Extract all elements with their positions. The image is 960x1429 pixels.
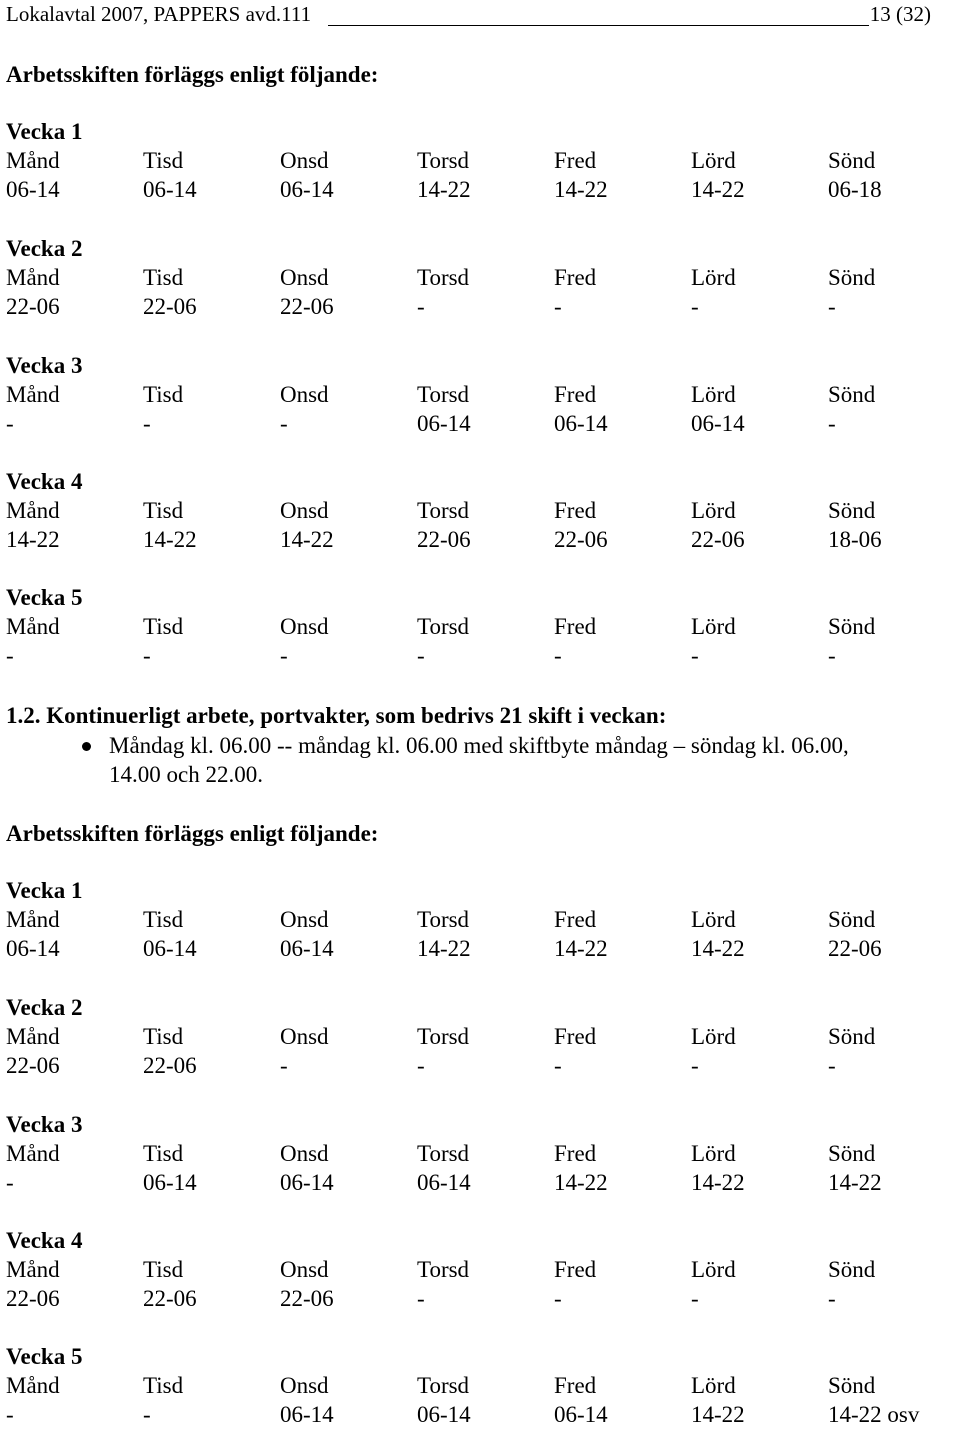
day-label: Fred: [554, 1024, 597, 1049]
shift-row: [6, 934, 954, 963]
week-title: Vecka 3: [6, 1112, 83, 1137]
day-label: Fred: [554, 265, 597, 290]
week-title: Vecka 1: [6, 878, 83, 903]
day-label: Fred: [554, 1257, 597, 1282]
shift-cell: 14-22: [691, 177, 745, 202]
week-title: Vecka 3: [6, 353, 83, 378]
shift-row: [6, 1400, 954, 1429]
shift-cell: 06-14: [554, 1402, 608, 1427]
shift-cell: -: [417, 1053, 425, 1078]
day-label: Tisd: [143, 907, 184, 932]
shift-cell: 22-06: [691, 527, 745, 552]
day-header-row: [6, 1022, 954, 1051]
bullet-icon: [82, 742, 91, 751]
day-label: Månd: [6, 148, 60, 173]
day-label: Sönd: [828, 614, 876, 639]
shift-cell: 14-22: [554, 1170, 608, 1195]
week-title: Vecka 1: [6, 119, 83, 144]
shift-cell: 22-06: [280, 294, 334, 319]
shift-cell: 14-22: [691, 936, 745, 961]
day-label: Månd: [6, 1141, 60, 1166]
day-label: Sönd: [828, 382, 876, 407]
day-header-row: [6, 146, 954, 175]
shift-cell: -: [143, 1402, 151, 1427]
shift-cell: -: [554, 643, 562, 668]
shift-cell: 06-14: [6, 177, 60, 202]
day-label: Tisd: [143, 382, 184, 407]
day-label: Tisd: [143, 498, 184, 523]
shift-cell: 06-14: [417, 411, 471, 436]
shift-cell: -: [554, 1053, 562, 1078]
shift-cell: 14-22: [417, 177, 471, 202]
shift-cell: -: [143, 411, 151, 436]
shift-cell: -: [691, 1053, 699, 1078]
day-label: Torsd: [417, 907, 470, 932]
shift-cell: -: [691, 294, 699, 319]
week-title: Vecka 5: [6, 1344, 83, 1369]
shift-cell: -: [691, 643, 699, 668]
shift-cell: 06-14: [554, 411, 608, 436]
shift-cell: -: [828, 643, 836, 668]
day-label: Sönd: [828, 1257, 876, 1282]
day-label: Fred: [554, 1141, 597, 1166]
day-header-row: [6, 263, 954, 292]
shift-cell: 22-06: [417, 527, 471, 552]
day-label: Lörd: [691, 1257, 736, 1282]
day-label: Fred: [554, 148, 597, 173]
day-label: Månd: [6, 907, 60, 932]
day-label: Lörd: [691, 265, 736, 290]
day-label: Onsd: [280, 265, 329, 290]
shift-row: [6, 641, 954, 670]
day-label: Lörd: [691, 148, 736, 173]
header-rule: [328, 25, 869, 26]
shift-row: [6, 1168, 954, 1197]
shift-cell: -: [828, 411, 836, 436]
day-label: Onsd: [280, 614, 329, 639]
shift-cell: -: [6, 1170, 14, 1195]
shift-cell: 22-06: [143, 1053, 197, 1078]
shift-cell: -: [554, 1286, 562, 1311]
day-header-row: [6, 1371, 954, 1400]
day-label: Onsd: [280, 1141, 329, 1166]
shift-cell: 06-14: [417, 1402, 471, 1427]
day-label: Lörd: [691, 1024, 736, 1049]
shift-cell: 06-14: [280, 936, 334, 961]
schedule-heading-2: Arbetsskiften förläggs enligt följande:: [6, 821, 379, 846]
shift-row: [6, 1284, 954, 1313]
shift-cell: 22-06: [828, 936, 882, 961]
day-label: Sönd: [828, 265, 876, 290]
week-title: Vecka 5: [6, 585, 83, 610]
shift-cell: 14-22: [691, 1170, 745, 1195]
shift-cell: 14-22: [417, 936, 471, 961]
shift-row: [6, 175, 954, 204]
shift-row: [6, 1051, 954, 1080]
shift-cell: 06-14: [280, 177, 334, 202]
day-label: Tisd: [143, 1024, 184, 1049]
day-header-row: [6, 1255, 954, 1284]
day-label: Lörd: [691, 1141, 736, 1166]
shift-cell: -: [828, 294, 836, 319]
page-header: [6, 1, 931, 31]
day-label: Fred: [554, 614, 597, 639]
day-label: Fred: [554, 907, 597, 932]
bullet-list: [6, 731, 954, 789]
shift-cell: -: [143, 643, 151, 668]
day-label: Onsd: [280, 1257, 329, 1282]
shift-row: [6, 525, 954, 554]
shift-cell: 06-14: [6, 936, 60, 961]
day-label: Torsd: [417, 265, 470, 290]
day-label: Månd: [6, 265, 60, 290]
day-label: Sönd: [828, 1141, 876, 1166]
shift-cell: -: [6, 1402, 14, 1427]
shift-cell: -: [6, 411, 14, 436]
week-block: [6, 876, 954, 963]
day-label: Onsd: [280, 1024, 329, 1049]
day-label: Onsd: [280, 1373, 329, 1398]
shift-cell: 14-22: [554, 177, 608, 202]
shift-cell: 14-22: [828, 1170, 882, 1195]
header-title: Lokalavtal 2007, PAPPERS avd.111: [6, 2, 312, 26]
shift-cell: 22-06: [280, 1286, 334, 1311]
shift-cell: 06-14: [143, 177, 197, 202]
shift-cell: -: [280, 643, 288, 668]
shift-row: [6, 292, 954, 321]
section-title: 1.2. Kontinuerligt arbete, portvakter, som bedrivs 21 skift i veckan:: [6, 703, 667, 728]
day-label: Onsd: [280, 498, 329, 523]
day-label: Tisd: [143, 148, 184, 173]
day-label: Sönd: [828, 148, 876, 173]
day-label: Lörd: [691, 1373, 736, 1398]
shift-cell: 14-22: [554, 936, 608, 961]
week-block: [6, 1110, 954, 1197]
day-label: Lörd: [691, 382, 736, 407]
day-label: Månd: [6, 1024, 60, 1049]
shift-cell: -: [6, 643, 14, 668]
shift-cell: 06-14: [143, 1170, 197, 1195]
week-block: [6, 351, 954, 438]
week-title: Vecka 4: [6, 1228, 83, 1253]
day-label: Månd: [6, 382, 60, 407]
day-label: Sönd: [828, 907, 876, 932]
week-title: Vecka 2: [6, 995, 83, 1020]
day-label: Torsd: [417, 1257, 470, 1282]
day-label: Tisd: [143, 1373, 184, 1398]
shift-cell: -: [828, 1053, 836, 1078]
shift-cell: 22-06: [143, 1286, 197, 1311]
day-label: Fred: [554, 1373, 597, 1398]
shift-cell: 22-06: [554, 527, 608, 552]
bullet-text: Måndag kl. 06.00 -- måndag kl. 06.00 med skiftbyte måndag – söndag kl. 06.00, 14.00 och 22.00.: [109, 733, 849, 787]
shift-cell: 06-14: [280, 1170, 334, 1195]
day-label: Sönd: [828, 1024, 876, 1049]
week-block: [6, 1342, 954, 1429]
week-block: [6, 234, 954, 321]
day-label: Lörd: [691, 614, 736, 639]
shift-cell: 06-18: [828, 177, 882, 202]
week-block: [6, 117, 954, 204]
week-title: Vecka 4: [6, 469, 83, 494]
day-label: Torsd: [417, 382, 470, 407]
shift-cell: 14-22: [143, 527, 197, 552]
shift-cell: 14-22: [280, 527, 334, 552]
shift-cell: -: [417, 643, 425, 668]
day-label: Tisd: [143, 1257, 184, 1282]
shift-cell: -: [280, 411, 288, 436]
shift-cell: 06-14: [417, 1170, 471, 1195]
day-label: Tisd: [143, 265, 184, 290]
shift-row: [6, 409, 954, 438]
list-item: [6, 731, 849, 789]
shift-cell: 22-06: [143, 294, 197, 319]
shift-cell: -: [417, 294, 425, 319]
day-label: Onsd: [280, 907, 329, 932]
day-label: Sönd: [828, 1373, 876, 1398]
day-label: Onsd: [280, 382, 329, 407]
day-label: Tisd: [143, 614, 184, 639]
day-header-row: [6, 496, 954, 525]
shift-cell: 14-22: [691, 1402, 745, 1427]
shift-cell: 22-06: [6, 1053, 60, 1078]
day-label: Torsd: [417, 1024, 470, 1049]
day-label: Sönd: [828, 498, 876, 523]
page-number: 13 (32): [869, 2, 931, 26]
week-title: Vecka 2: [6, 236, 83, 261]
shift-cell: -: [691, 1286, 699, 1311]
week-block: [6, 1226, 954, 1313]
day-header-row: [6, 380, 954, 409]
week-block: [6, 467, 954, 554]
shift-cell: 22-06: [6, 1286, 60, 1311]
day-label: Lörd: [691, 498, 736, 523]
day-header-row: [6, 612, 954, 641]
shift-cell: -: [280, 1053, 288, 1078]
week-block: [6, 583, 954, 670]
shift-cell: 14-22: [6, 527, 60, 552]
shift-cell: 06-14: [280, 1402, 334, 1427]
schedule-heading-1: Arbetsskiften förläggs enligt följande:: [6, 62, 379, 87]
day-label: Torsd: [417, 614, 470, 639]
day-label: Torsd: [417, 1141, 470, 1166]
day-label: Torsd: [417, 148, 470, 173]
day-label: Månd: [6, 614, 60, 639]
day-label: Fred: [554, 382, 597, 407]
shift-cell: 22-06: [6, 294, 60, 319]
shift-cell: -: [417, 1286, 425, 1311]
day-label: Torsd: [417, 1373, 470, 1398]
day-label: Onsd: [280, 148, 329, 173]
week-block: [6, 993, 954, 1080]
shift-cell: 14-22 osv: [828, 1402, 920, 1427]
day-header-row: [6, 905, 954, 934]
day-label: Månd: [6, 1373, 60, 1398]
shift-cell: -: [554, 294, 562, 319]
shift-cell: 06-14: [143, 936, 197, 961]
day-label: Månd: [6, 498, 60, 523]
shift-cell: 18-06: [828, 527, 882, 552]
shift-cell: -: [828, 1286, 836, 1311]
day-label: Tisd: [143, 1141, 184, 1166]
day-label: Lörd: [691, 907, 736, 932]
day-label: Månd: [6, 1257, 60, 1282]
day-header-row: [6, 1139, 954, 1168]
day-label: Fred: [554, 498, 597, 523]
day-label: Torsd: [417, 498, 470, 523]
shift-cell: 06-14: [691, 411, 745, 436]
